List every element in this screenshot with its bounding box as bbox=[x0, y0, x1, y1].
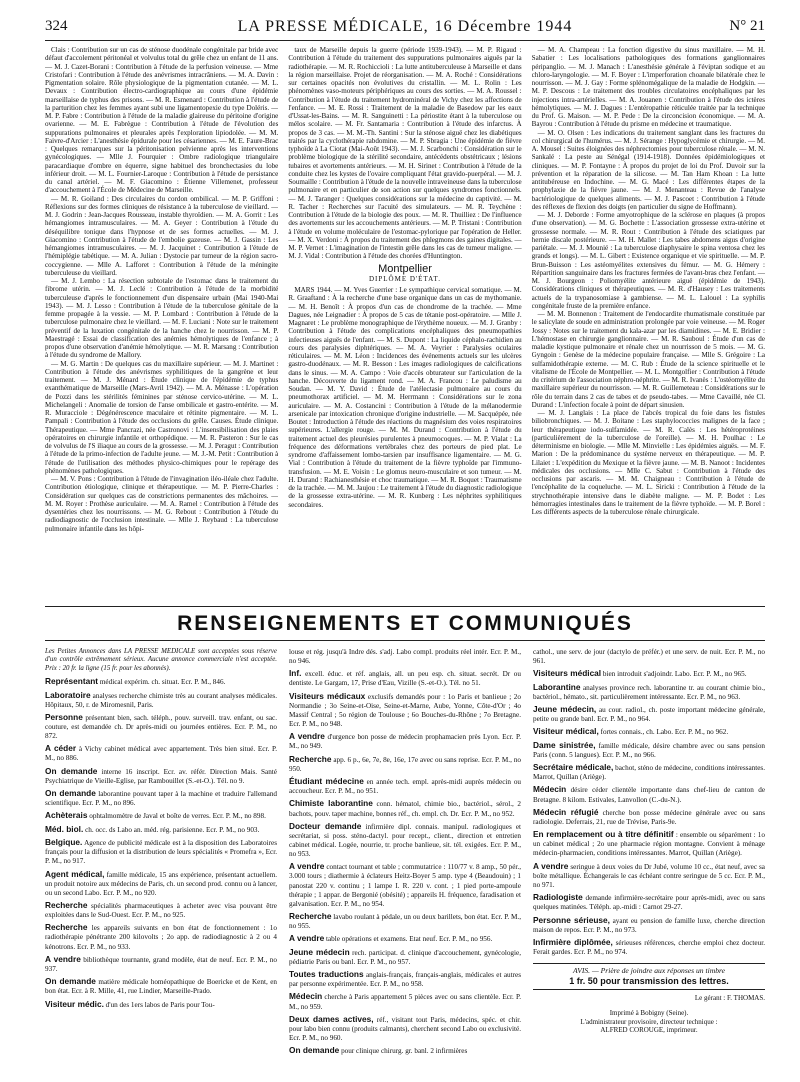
classified-ad bbox=[289, 732, 521, 751]
thesis-paragraph: MARS 1944. — M. Yves Guerrier : Le sympathique cervical somatique. — M. R. Graaftand : À la recherche d'une base organique dans un cas de mythomanie. — M. H. Benoît : À propos d'un cas de chondrome de la trachée. — Mme Dagues, née Leignadier : À propos de 5 cas de tétanie post-opératoire. — Mlle J. Magnaret : Le problème monographique de l'érythème noueux. — M. J. Granby : Contribution à l'étude des complications encéphaliques des pneumopathies infectieuses aiguës de l'enfant. — M. S. Dupont : La liquide céphalo-rachidien au cours des paralysies diphtériques. — M. A. Veyrier : Paralysies oculaires réticulaires. — M. M. Léon : Incidences des événements actuels sur les ulcères gastro-duodénaux. — M. R. Besson : Les images radiologiques de calcifications dans le sinus. — M. A. Campo : Voie d'accès obturateur sur l'articulation de la hanche. Découverte du ligament rond. — M. A. Francou : Le paludisme au Soudan. — M. Y. David : Étude de l'atélectasie pulmonaire au cours du pneumothorax artificiel. — M. M. Herrmann : Considérations sur le zona auriculaire. — M. A. Costancini : Contribution à l'étude de la mélanodermie arsenicale par intoxication chronique d'origine industrielle. — M. Sacquépée, née Boutet : Introduction à l'étude des réactions du magnésium des voies respiratoires supérieures. L'allergie rouge. — M. M. Durand : Contribution à l'étude du traitement actuel des pleurésies purulentes à pneumocoques. — M. P. Vialat : La fréquence des déformations vertébrales chez des porteurs de pied plat. Le syndrome d'affaissement lombo-tarsien par insuffisance ligamentaire. — M. G. Vial : Contribution à l'étude du traitement de la fièvre typhoïde par l'immuno-transfusion. — M. E. Voisin : Le glomus neuro-musculaire et son tumeur. — M. H. Durand : Rachianesthésie et choc traumatique. — M. R. Boquet : Traumatisme de la trachée. — M. M. Jaujou : Le traitement à l'étude du diagnostic radiologique de la grossesse extra-utérine. — M. R. Kunberg : Les néphrites syphilitiques secondaires. bbox=[288, 286, 522, 509]
classified-ad-lead: Jeune médecin, bbox=[533, 704, 597, 715]
classified-ad-lead: A vendre bbox=[289, 731, 325, 742]
classified-ad-text: : ensemble ou séparément : 1o un cabinet médical ; 2o une pharmacie région montagne. Convient à ménage médecin-pharmacien, conditions intéressantes. Marrot, Quillan (Ariège). bbox=[533, 831, 765, 858]
classified-ad bbox=[289, 1046, 521, 1056]
header-rule bbox=[45, 40, 765, 41]
classified-ad-lead: A vendre bbox=[45, 953, 81, 964]
classified-ad-text: réf., visitant tout Paris, médecins, spéc. et chir. pour labo bien connu (produits calmants), cherchent second Labo ou exclusivité. Ecr. P. M., no 960. bbox=[289, 1015, 521, 1042]
classified-ad-text: contact tournant et table ; commutatrice : 110/77 v. 8 amp., 50 pér., 3.000 tours ; diathermie à éclateurs Heitz-Boyer 5 amp. type 4 (Beaudouin) ; 1 panostat 220 v. continu ; 1 lampe I. R. 220 v. cont. ; 1 pied porte-ampoule thérapie ; 1 appar. de Bergonié (obésité) ; appareils H. fréquence, faradisation et galvanisation. Ecr. P. M., no 954. bbox=[289, 863, 521, 908]
classified-ad-lead: Chimiste laborantine bbox=[289, 798, 373, 809]
classified-ad bbox=[289, 777, 521, 796]
thesis-paragraph: — M. O. Olsen : Les indications du traitement sanglant dans les fractures du col chirurgical de l'humérus. — M. J. Sérange : Hypoglycémie et chirurgie. — M. A. Mousel : Suites éloignées des néphrectomies pour tuberculose rénale. — M. N. Sankalé : La peste au Sénégal (1914-1918). Données épidémiologiques et cliniques. — M. P. Fontayne : À propos du projet de loi du Prof. Duvoir sur la prévention et la réparation de la silicose. — M. Tan Ham Khoan : La lutte antitubéreuse en Indochine. — M. G. Macé : Les différentes étapes de la prophylaxie de la fièvre jaune. — M. J. Menanteau : Revue de l'analyse bactériologique de quelques aliments. — M. J. Pascoet : Contribution à l'étude des réflexes de flexion des doigts (en particulier du signe de Hoffmann). bbox=[531, 128, 765, 211]
gerant-line: Le gérant : F. THOMAS. bbox=[694, 994, 765, 1003]
classified-ad-text: infirmière dipl. connais. manipul. radiologiques et secrétariat, si poss. sténo-dactyl. pour recept., client., direction et entretien cabinet médical. Logée, nourrie, tr. proche banlieue, sit. tél. exigées. Ecr. P. M., no 953. bbox=[289, 822, 521, 859]
classified-ad bbox=[289, 755, 521, 774]
classified-ad-lead: Médecin bbox=[533, 784, 567, 795]
classified-ad bbox=[45, 870, 277, 898]
notices-column-3 bbox=[533, 648, 765, 1068]
classified-ad bbox=[289, 692, 521, 729]
imprint-line: Imprimé à Bobigny (Seine). bbox=[609, 1009, 689, 1018]
thesis-paragraph: taux de Marseille depuis la guerre (période 1939-1943). — M. P. Rigaud : Contribution à l'étude du traitement des suppurations pulmonaires aiguës par la radiothérapie. — M. R. Rochiccioli : La lutte antituberculeuse à Marseille et dans la région marseillaise. Projet de réorganisation. — M. A. Roché : Considérations sur certaines opacités non évolutives du cristallin. — M. L. Rolin : Les phénomènes vaso-moteurs périphériques au cours des sorties. — M. A. Roussel : Contribution à l'étude du traitement hydrominéral de Vichy chez les affections de l'enfance. — M. E. Rossi : Traitement de la maladie de Basedow par les eaux d'Ussat-les-Bains. — M. R. Sanguinetti : La périostite étant à la tuberculose ou mélos scolaire. — M. Fr. Santamaria : Contribution à l'étude des infarctus. À propos de 3 cas. — M. M.-Th. Santini : Sur la sténose aiguë chez les diabétiques traités par la cyclothérapie rabdomine. — M. P. Sbragia : Une épidémie de fièvre typhoïde à La Ciotat (Mai-Août 1943). — M. J. Scarbonchi : Considération sur le problème biologique de la stérilité secondaire, antécédents obstétricaux ; lésions tubaires et avortements antérieurs. — M. H. Sirinet : Contribution à l'étude de la conduite chez les kystes de l'ovaire compliquant l'état gravido-puerpéral. — M. J. Soumaille : Contribution à l'étude de la nouvelle intraveineuse dans la tuberculose pulmonaire et en particulier de son action sur quelques syndromes fonctionnels. — M. J. Taranger : Quelques considérations sur la médecine du captivité. — M. R. Tacher : Recherches sur l'acuité des simulateurs. — M. R. Teychène : Contribution à l'étude de la biologie des poux. — M. R. Thuilliez : De l'influence des avortements sur les accouchements antérieurs. — M. P. Tristani : Contribution à l'étude en volume moléculaire de l'estomac-pylorique par l'opération de Heller. — M. X. Verdoni : À propos du traitement des phlegmons des gaines digitales. — M. P. Vernet : L'imagination de l'intestin grêle dans les cas de tumeur maligne. — M. J. Vidal : Contribution à l'étude des chorées d'Huntington. bbox=[288, 46, 522, 261]
classified-ad bbox=[45, 1000, 277, 1010]
classified-ad-lead: Jeune médecin bbox=[289, 946, 350, 957]
thesis-paragraph: — M. A. Champeau : La fonction digestive du sinus maxillaire. — M. H. Sabatier : Les localisations pathologiques des formations ganglionnaires péripanglio. — M. J. Manach : L'anesthésie générale à l'éviptan sodique et au chloro-laryngologie. — M. F. Boyer : L'imperforation choanale bilatérale chez le nourrisson. — M. J. Gay : Forme splénomégalique de la maladie de Hodgkin. — M. P. Descous : Le traitement des troubles circulatoires encéphaliques par les injections intra-artérielles. — M. A. Jouanen : Contribution à l'étude des ictères hémolytiques. — M. J. Dagues : L'entéropathie réticulée traitée par la technique du Prof. G. Maison. — M. P. Pede : De la circoncision économique. — M. A. Bayrou : Contribution à l'étude du prisme en médecine et traumatique. bbox=[531, 46, 765, 129]
thesis-paragraph: — M. G. Martin : De quelques cas du maxillaire supérieur. — M. J. Martinet : Contribution à l'étude des anévrismes syphilitiques de la gangrène et leur traitement. — M. J. Ménard : Étude clinique de l'épidémie de typhus exanthématique de Marseille (Mars-Avril 1942). — M. A. Ménasse : L'opération de Pozzi dans les stérilités féminines par sténose cervico-utérine. — M. L. Michelangeli : Anomalie de torsion de l'anse ombilicale et gastro-entérite. — M. R. Muracciole : Dégénérescence maculaire et rétinite pigmentaire. — M. L. Pampali : Contribution à l'étude des occlusions du grêle. Causes. Étude clinique. Thérapeutique. — Mme Pancrazi, née Castronovi : L'insensibilisation des plaies opératoires en chirurgie infantile et orthopédique. — M. R. Pasteron : Sur le cas de volvulus de l'S iliaque au cours de la grossesse. — M. J. Peragut : Contribution à l'étude de la primo-infection de l'adulte jeune. — M. J.-M. Petit : Contribution à l'étude de l'utilisation des méthodes physico-chimiques pour le repérage des phénomènes pathologiques. bbox=[45, 359, 279, 475]
classified-ad-lead: En remplacement ou à titre définitif bbox=[533, 829, 674, 840]
classified-ad-text: pour clinique chirurg. gr. banl. 2 infirmières bbox=[341, 1047, 468, 1056]
classified-ad-lead: Médecin bbox=[289, 991, 323, 1002]
classified-ad-text: cherche à Paris appartement 5 pièces avec ou sans clientèle. Ecr. P. M., no 959. bbox=[289, 993, 521, 1011]
theses-column-1 bbox=[45, 46, 278, 598]
classified-ad-lead: A vendre bbox=[289, 861, 325, 872]
avis-line: AVIS. — Prière de joindre aux réponses un timbre bbox=[572, 966, 726, 976]
theses-column-2 bbox=[288, 46, 521, 598]
classified-ad-text: excell. éduc. et réf. anglais, all. un peu esp. ch. situat. secrét. Dr ou dentiste. Le Gargam, 17, Prise d'Eau, Vizille (S.-et-O.). Tél. no 51. bbox=[289, 670, 521, 688]
classified-ad-text: sérieuses références, cherche emploi chez docteur. Ferait gardes. Ecr. P. M., no 974. bbox=[533, 938, 765, 956]
section-title-renseignements: RENSEIGNEMENTS ET COMMUNIQUÉS bbox=[177, 612, 633, 635]
section-rule-top bbox=[45, 606, 765, 607]
classified-ad bbox=[533, 705, 765, 724]
classified-ad bbox=[45, 838, 277, 866]
classified-ad bbox=[45, 677, 277, 687]
classified-ad bbox=[533, 669, 765, 679]
classified-ad bbox=[289, 1015, 521, 1043]
section-rule-bottom bbox=[45, 640, 765, 641]
notices-list bbox=[533, 648, 765, 957]
classified-ad bbox=[533, 808, 765, 827]
avis-line-bold: 1 fr. 50 pour transmission des lettres. bbox=[569, 976, 729, 987]
classified-ad-lead: Laboratoire bbox=[45, 689, 91, 700]
classified-ad-text: famille médicale, 15 ans expérience, présentant actuellem. un produit notoire aux médecins de Paris, ch. un second prod. connu ou à lancer, ou un second Labo. Ecr. P. M., no 920. bbox=[45, 870, 277, 897]
classified-ad bbox=[45, 767, 277, 786]
classified-ad-lead: Infirmière diplômée, bbox=[533, 936, 613, 947]
classified-ad-text: conn. hématol, chimie bio., bactériol., sérol., 2 bachots, pouv. taper machine, bonnes réf., ch. empl. ch. Dr. Ecr. P. M., no 952. bbox=[289, 800, 521, 818]
classified-ad-text: analyses recherche chimiste très au courant analyses médicales. Hôpitaux, 50, r. de Miromesnil, Paris. bbox=[45, 691, 277, 709]
classified-ad-text: laborantine pouvant taper à la machine et traduire l'allemand scientifique. Ecr. P. M., no 896. bbox=[45, 790, 277, 808]
classified-ad bbox=[45, 955, 277, 974]
classified-ad-lead: Dame sinistrée, bbox=[533, 739, 596, 750]
classified-ad-lead: Visiteur médic. bbox=[45, 998, 104, 1009]
classified-ad-lead: Personne bbox=[45, 711, 83, 722]
classified-ad-text: cathol., une serv. de jour (dactylo de préfér.) et une serv. de nuit. Ecr. P. M., no 961. bbox=[533, 648, 765, 666]
classified-ad-text: en année tech. empl. après-midi auprès médecin ou accoucheur. Ecr. P. M., no 951. bbox=[289, 778, 521, 796]
classified-ad-text: médical expérim. ch. situat. Ecr. P. M., 846. bbox=[99, 678, 226, 687]
journal-name: LA PRESSE MÉDICALE, bbox=[237, 18, 429, 35]
classified-ad-lead: Laborantine bbox=[533, 681, 581, 692]
classified-ad-text: lavabo roulant à pédale, un ou deux barillets, bon état. Ecr. P. M., no 955. bbox=[289, 913, 521, 931]
classified-ad-text: demande infirmière-secrétaire pour après-midi, avec ou sans quelques matinées. Téléph. ap.-midi : Carnot 29-27. bbox=[533, 894, 765, 912]
section-subheading: DIPLÔME D'ÉTAT. bbox=[369, 274, 441, 283]
thesis-paragraph: Clais : Contribution sur un cas de sténose duodénale congénitale par bride avec défaut d'accolement péritonéal et volvulus total du grêle chez un enfant de 11 ans. — M. J. Cazet-Borani : Contribution à l'étude de la perfusion veineuse. — Mme Cristofari : Contribution à l'étude des anévrismes intracrâniens. — M. A. Davin : Pigmentation solaire. Rôle physiologique de la pigmentation cutanée. — M. L. Devaux : Contribution électro-cardiographique au cours d'une épidémie marseillaise de typhus des prisons. — M. R. Esmenard : Contribution à l'étude de la parturition chez les femmes ayant subi une ligamentopexie du type Doléris. — M. P. Fabre : Contribution à l'étude de la maladie glaireuse du péritoine d'origine ovarienne. — M. E. Fabrègue : Contribution à l'étude de l'évolution des suppurations pulmonaires et pleurales après l'exploration lipiodolée. — M. M. Faivre-d'Arcier : L'anesthésie épidurale pour les césariennes. — M. E. Faure-Brac : Quelques remarques sur la péritonisation pelvienne après les interventions gynécologiques. — Mlle J. Fourquier : Ombre radiologique triangulaire paracardiaque d'ombre en équerre, signe habituel des bronchectasies du lobe inférieur droit. — M. L. Fournier-Laroque : Contribution à l'étude de persistance du canal artériel. — M. F. Giacomino : Étienne Villemenet, professeur d'accouchement à l'École de Médecine de Marseille. bbox=[45, 46, 279, 195]
classified-ad-lead: Deux dames actives, bbox=[289, 1013, 374, 1024]
classified-ad-text: matière médicale homéopathique de Boericke et de Kent, en bon état. Ecr. à R. Mille, 41, rue Lindier, Marseille-Prado. bbox=[45, 978, 277, 996]
notices-column-2 bbox=[289, 648, 521, 1068]
classified-ad bbox=[533, 862, 765, 890]
classified-ad-text: ayant eu pension de famille luxe, cherche direction maison de repos. Ecr. P. M., no 973. bbox=[533, 916, 765, 934]
classified-ad-text: anglais-français, français-anglais, médicales et autres par personne expérimentée. Ecr. P. M., no 958. bbox=[289, 971, 521, 989]
classified-ad bbox=[45, 825, 277, 835]
classified-ad-text: famille médicale, désire chambre avec ou sans pension Paris (conn. 5 langues). Ecr. P. M., no 966. bbox=[533, 741, 765, 759]
classified-ad-text: spécialités pharmaceutiques à acheter avec visa pouvant être exploitées dans le Sud-Ouest. Ecr. P. M., no 925. bbox=[45, 901, 277, 920]
issue-date: 16 Décembre 1944 bbox=[434, 18, 573, 35]
journal-title-line bbox=[45, 18, 765, 36]
classified-ad bbox=[45, 923, 277, 951]
classified-ad-text: table opérations et examens. Etat neuf. Ecr. P. M., no 956. bbox=[326, 935, 493, 944]
section-heading-montpellier: Montpellier bbox=[378, 262, 432, 275]
classified-ad-lead: Belgique. bbox=[45, 837, 83, 848]
classified-ad-lead: Personne sérieuse, bbox=[533, 914, 610, 925]
classified-ad-text: d'urgence bon posse de médecin prophamacien près Lyon. Ecr. P. M., no 949. bbox=[289, 733, 521, 751]
classified-ad-text: bachot, sténo de médecine, conditions intéressantes. Marrot, Quillan (Ariège). bbox=[533, 764, 765, 782]
classified-ad-lead: Toutes traductions bbox=[289, 969, 364, 980]
classified-ad-lead: Inf. bbox=[289, 668, 302, 679]
classified-ad-text: seringue à deux voies du Dr Jubé, volume 10 cc., état neuf, avec sa boîte métallique. Échangerais le cas échéant contre seringue de 5 cc. Ecr. P. M., no 971. bbox=[533, 862, 765, 889]
classified-ad-lead: On demande bbox=[289, 1045, 340, 1056]
classified-ad-text: rech. participat. d. clinique d'accouchement, gynécologie, pédiatrie Paris ou banl. Ecr. P. M., no 957. bbox=[289, 948, 521, 966]
thesis-paragraph: — M. J. Lembo : La résection subtotale de l'estomac dans le traitement du fibrome utérin. — M. J. Leclé : Contribution à l'étude de la morbidité tuberculeuse d'après le fonctionnement d'un dispensaire urbain (Mai 1940-Mai 1943). — M. J. Lesso : Contribution à l'étude de la tuberculose génitale de la femme propagée à la vessie. — M. P. Lombard : Contribution à l'étude de la tuberculose pulmonaire chez le vieillard. — M. F. Luciani : Note sur le traitement préventif de la luxation congénitale de la hanche chez le nourrisson. — M. P. Maestragé : Essai de classification des anémies hémolytiques de l'enfance ; à propos d'une observation d'anémie hémolytique. — M. R. Marsang : Contribution à l'étude du syndrome de Mallory. bbox=[45, 277, 279, 360]
classified-ad bbox=[533, 741, 765, 760]
thesis-paragraph: — M. J. Deborde : Forme amyotrophique de la sclérose en plaques (à propos d'une observation). — M. G. Bochette : L'association grossesse extra-utérine et grossesse normale. — M. R. Rout : Contribution à l'étude des sciatiques par hernie discale postérieure. — M. H. Mallet : Les tabes abdomens aigus d'origine pariétale. — M. J. Mounié : La tuberculose diaphysaire le spina ventosa chez les grands et longs). — M. L. Gibert : Existence organique et vie spirituelle. — M. P. Brun-Buisson : Les astéomyélites extensives du fémur. — M. G. Hémery : Répartition sanguinaire dans les fractures fermées de l'avant-bras chez l'enfant. — M. J. Bourgeon : Poliomyélite antérieure aiguë (épidémie de 1943). Considérations cliniques et thérapeutiques. — M. R. d'Hausey : Les traitements actuels de la trypanosomiase à gambiense. — M. L. Lalouel : La syphilis congénitale fruste de la première enfance. bbox=[531, 211, 765, 310]
classified-ad-text: louse et rég. jusqu'à Indre dés. s'adj. Labo compl. produits réel intér. Ecr. P. M., no 946. bbox=[289, 648, 521, 666]
classified-ad-lead: Achèterais bbox=[45, 810, 88, 821]
classified-ad-lead: Méd. biol. bbox=[45, 823, 84, 834]
classified-ad bbox=[289, 970, 521, 989]
classified-ad-lead: Représentant bbox=[45, 676, 99, 687]
classified-ad-lead: On demande bbox=[45, 976, 96, 987]
classified-ad-lead: A vendre bbox=[289, 933, 325, 944]
classified-ad-lead: Visiteur médical, bbox=[533, 726, 599, 737]
classified-ad bbox=[289, 912, 521, 931]
classified-ad-text: présentant bien, sach. téléph., pouv. surveill. trav. enfant, ou sac. couture, est demandée ch. Dr après-midi ou journées entières. Ecr. P. M., no 872. bbox=[45, 713, 277, 741]
classified-ad bbox=[533, 916, 765, 935]
classified-ad-text: les appareils suivants en bon état de fonctionnement : 1o radiothérapie pénétrante 200 kilovolts ; 2o app. de radiodiagnostic à 2 ou 4 kénotrons. Ecr. P. M., no 933. bbox=[45, 924, 277, 951]
classified-ad-text: app. 6 p., 6e, 7e, 8e, 16e, 17e avec ou sans reprise. Ecr. P. M., no 950. bbox=[289, 755, 521, 773]
classified-ad bbox=[45, 811, 277, 821]
classified-ad-text: Agence de publicité médicale est à la disposition des Laboratoires français pour la diffusion et la distribution de leurs spécialités « Promefra », Ecr. P. M., no 917. bbox=[45, 839, 277, 866]
classified-ad-text: ch. occ. ds Labo an. méd. rég. parisienne. Ecr. P. M., no 903. bbox=[85, 825, 260, 834]
notices-column-1 bbox=[45, 648, 277, 1068]
theses-column-3 bbox=[532, 46, 765, 598]
imprint-block bbox=[533, 1009, 765, 1035]
classified-ad-text: à Vichy cabinet médical avec appartement. Très bien situé. Ecr. P. M., no 886. bbox=[45, 745, 277, 763]
classified-ad bbox=[533, 763, 765, 782]
classified-ad-lead: On demande bbox=[45, 765, 98, 776]
classified-ad-lead: Recherche bbox=[289, 753, 332, 764]
classified-ad-lead: Docteur demande bbox=[289, 820, 362, 831]
classified-ad-lead: Secrétaire médicale, bbox=[533, 762, 614, 773]
thesis-paragraph: — M. J. Langlais : La place de l'abcès tropical du foie dans les fistules biliobronchiques. — M. J. Boitane : Les staphylococcies malignes de la face ; leur thérapeutique iodo-sulfamidée. — M. R. Calès : Les hétéroprotéines (particulièrement de la tuberculose de l'oreille). — M. H. Poulhac : Le déterminisme en biologie. — Mlle M. Minvielle : Les épidémies aiguës. — M. F. Marion : De la prédominance du système nerveux en thérapeutique. — M. P. Lilaiet : L'expédition du Mexique et la fièvre jaune. — M. B. Nanoot : Incidentes médicales des occlusions. — Mlle C. Sabut : Contribution à l'étude des occlusions par ascaris. — M. M. Chaigneau : Contribution à l'étude de l'encéphalite de la coqueluche. — M. L. Siricki : Contribution à l'étude de la strychnothérapie intensive dans le diabète maligne. — M. P. Bodet : Les hémorragies intestinales dans le traitement de la fièvre typhoïde. — M. P. Borel : Les différents aspects de la tuberculose rénale chirurgicale. bbox=[531, 409, 765, 516]
classified-ad bbox=[289, 669, 521, 688]
classified-ad-text: analyses province rech. laborantine tr. au courant chimie bio., bactériol., hémato., sit. particulièrement intéressante. Ecr. P. M., no 963. bbox=[533, 683, 765, 701]
page-number: 324 bbox=[45, 18, 68, 34]
thesis-paragraph: — M. R. Goiland : Des circulaires du cordon ombilical. — M. P. Griffoni : Réflexions sur des formes cliniques de résistance à la tuberculose de vieillard. — M. J. Godrin : Jean-Jacques Rousseau, instable thyroïdien. — M. A. Gorrit : Les hémangiomes intramusculaires. — M. A. Geyer : Contribution à l'étude du déséquilibre tonique dans l'hypnose et de ses formes actuelles. — M. J. Giacomino : Contribution à l'étude de l'embolie gazeuse. — M. J. Gassin : Les hémangiomes intramusculaires. — M. J. Jacquinet : Contribution à l'étude de l'hémiplégie tabétique. — M. A. Julian : Dystocie par tumeur de la région sacro-coccygienne. — Mlle A. Lafforet : Contribution à l'étude de la méningite tuberculeuse du vieillard. bbox=[45, 194, 279, 277]
classified-ad bbox=[533, 727, 765, 737]
classified-ad-text: cherche bon posse médecine générale avec ou sans radiologie. Deferrais, 21, rue de Trévise, Paris-9e. bbox=[533, 808, 765, 826]
classified-ad-text: exclusifs demandés pour : 1o Paris et banlieue ; 2o Normandie ; 3o Seine-et-Oise, Seine-et-Marne, Aube, Yonne, Côte-d'Or ; 4o Massif Central ; 5o région de Toulouse ; 6o Bouches-du-Rhône ; 7o Bretagne. Ecr. P. M., no 948. bbox=[289, 692, 521, 729]
classified-ad-text: au cour. radiol., ch. poste important médecine générale, petite ou grande banl. Ecr. P. M., no 964. bbox=[533, 706, 765, 724]
classified-ad-lead: Agent médical, bbox=[45, 868, 105, 879]
classified-ad-lead: On demande bbox=[45, 788, 96, 799]
classified-ad bbox=[289, 992, 521, 1011]
classified-ad-text: d'un des 1ers labos de Paris pour Tou- bbox=[105, 1000, 215, 1009]
classified-ad-lead: A céder bbox=[45, 743, 77, 754]
classified-ad-text: fortes connais., ch. Labo. Ecr. P. M., no 962. bbox=[600, 728, 729, 737]
classified-ad-text: bibliothèque tournante, grand modèle, état de neuf. Ecr. P. M., no 937. bbox=[45, 955, 277, 973]
classified-ad bbox=[289, 648, 521, 666]
classified-ad bbox=[533, 785, 765, 804]
imprint-line: ALFRED COROUGE, imprimeur. bbox=[600, 1026, 698, 1035]
classified-ad-lead: A vendre bbox=[533, 860, 569, 871]
classified-ad bbox=[533, 830, 765, 858]
classified-ad bbox=[45, 977, 277, 996]
classified-ad bbox=[45, 691, 277, 710]
theses-columns bbox=[45, 46, 765, 598]
classified-ad-lead: Visiteurs médicaux bbox=[289, 690, 366, 701]
classified-ad bbox=[533, 683, 765, 702]
classified-ad bbox=[289, 948, 521, 967]
classified-ad bbox=[533, 938, 765, 957]
classified-ad-lead: Recherche bbox=[45, 922, 88, 933]
classified-ad-text: désire céder clientèle importante dans chef-lieu de canton de Bretagne. 8 kilom. Estivales, Lanvollon (C.-du-N.). bbox=[533, 786, 765, 804]
classified-ad-text: interne 16 inscript. Ecr. av. référ. Direction Mais. Santé Psychiatrique de Vieille-Eglise, par Rambouillet (S.-et-O.). Tél. no 9. bbox=[45, 767, 277, 785]
classified-ad-lead: Recherche bbox=[289, 911, 332, 922]
classified-ad-lead: Radiologiste bbox=[533, 892, 583, 903]
issue-number: N° 21 bbox=[729, 18, 765, 34]
classified-ad-lead: Visiteurs médical bbox=[533, 668, 602, 679]
classified-ad bbox=[289, 799, 521, 818]
classified-ad bbox=[45, 789, 277, 808]
classified-ad-lead: Étudiant médecine bbox=[289, 776, 364, 787]
classified-ad-lead: Recherche bbox=[45, 899, 88, 910]
avis-box bbox=[533, 963, 765, 990]
classified-ad bbox=[289, 934, 521, 944]
notices-columns bbox=[45, 648, 765, 1068]
classified-ad bbox=[533, 648, 765, 666]
classified-ad-text: ophtalmomètre de Javal et boîte de verres. Ecr. P. M., no 898. bbox=[89, 812, 266, 821]
classified-ad-text: bien introduit s'adjoindr. Labo. Ecr. P. M., no 965. bbox=[602, 670, 747, 679]
notices-intro: Les Petites Annonces dans LA PRESSE MÉDICALE sont acceptées sous réserve d'un contrôle extrêmement sérieux. Aucune annonce commerciale n'est acceptée. Prix : 20 fr. la ligne (15 fr. pour les abonnés). bbox=[45, 648, 277, 672]
classified-ad bbox=[289, 862, 521, 908]
classified-ad bbox=[45, 901, 277, 920]
imprint-line: L'administrateur provisoire, directeur technique : bbox=[580, 1017, 718, 1026]
thesis-paragraph: — M. M. Bonnenon : Traitement de l'endocardite rhumatismale constituée par le salicylate de soude en administration prolongée par voie veineuse. — M. Roger Jossy : Notes sur le traitement du kala-azar par les diamidines. — M. E. Bridier : L'hémostase en chirurgie ganglionnaire. — M. R. Sauboul : Étude d'un cas de maladie kystique pulmonaire et rénale chez un nourrisson de 5 mois. — M. G. Gyngoin : Genèse de la médecine populaire française. — Mlle S. Grégoire : La sulfamidothérapie externe. — M. C. Rub : Étude de la science spirituelle et le vitalisme de l'École de Montpellier. — M. L. Montgolfier : Contribution à l'étude du critérium de l'association néphro-néphrite. — M. R. Ivanès : L'ostéomyélite du maxillaire supérieur du nourrisson. — M. R. Guillemeteau : Considérations sur le rôle du terrain dans 2 cas de tabes et de pseudo-tabes. — Mme Cavaillé, née Cl. Durand : L'infection focale à point de départ sinusien. bbox=[531, 310, 765, 409]
classified-ad bbox=[45, 744, 277, 763]
classified-ad bbox=[289, 822, 521, 859]
classified-ad-lead: Médecin réfugié bbox=[533, 806, 599, 817]
classified-ad bbox=[45, 713, 277, 741]
page-header bbox=[45, 18, 765, 40]
classified-ad bbox=[533, 893, 765, 912]
thesis-paragraph: — M. V. Pons : Contribution à l'étude de l'invagination iléo-iléale chez l'adulte. Contribution étiologique, clinique et thérapeutique. — M. P. Pierre-Charles : Considération sur quelques cas de constrictions permanentes des mâchoires. — M. M. Royer : Prothèse auriculaire. — M. A. Ramel : Contribution à l'étude des dysentéries chez les nourrissons. — M. G. Rebout : Contribution à l'étude du radiodiagnostic de l'occlusion intestinale. — Mlle J. Reybaud : La tuberculose pulmonaire infantile dans les hôpi- bbox=[45, 475, 279, 533]
